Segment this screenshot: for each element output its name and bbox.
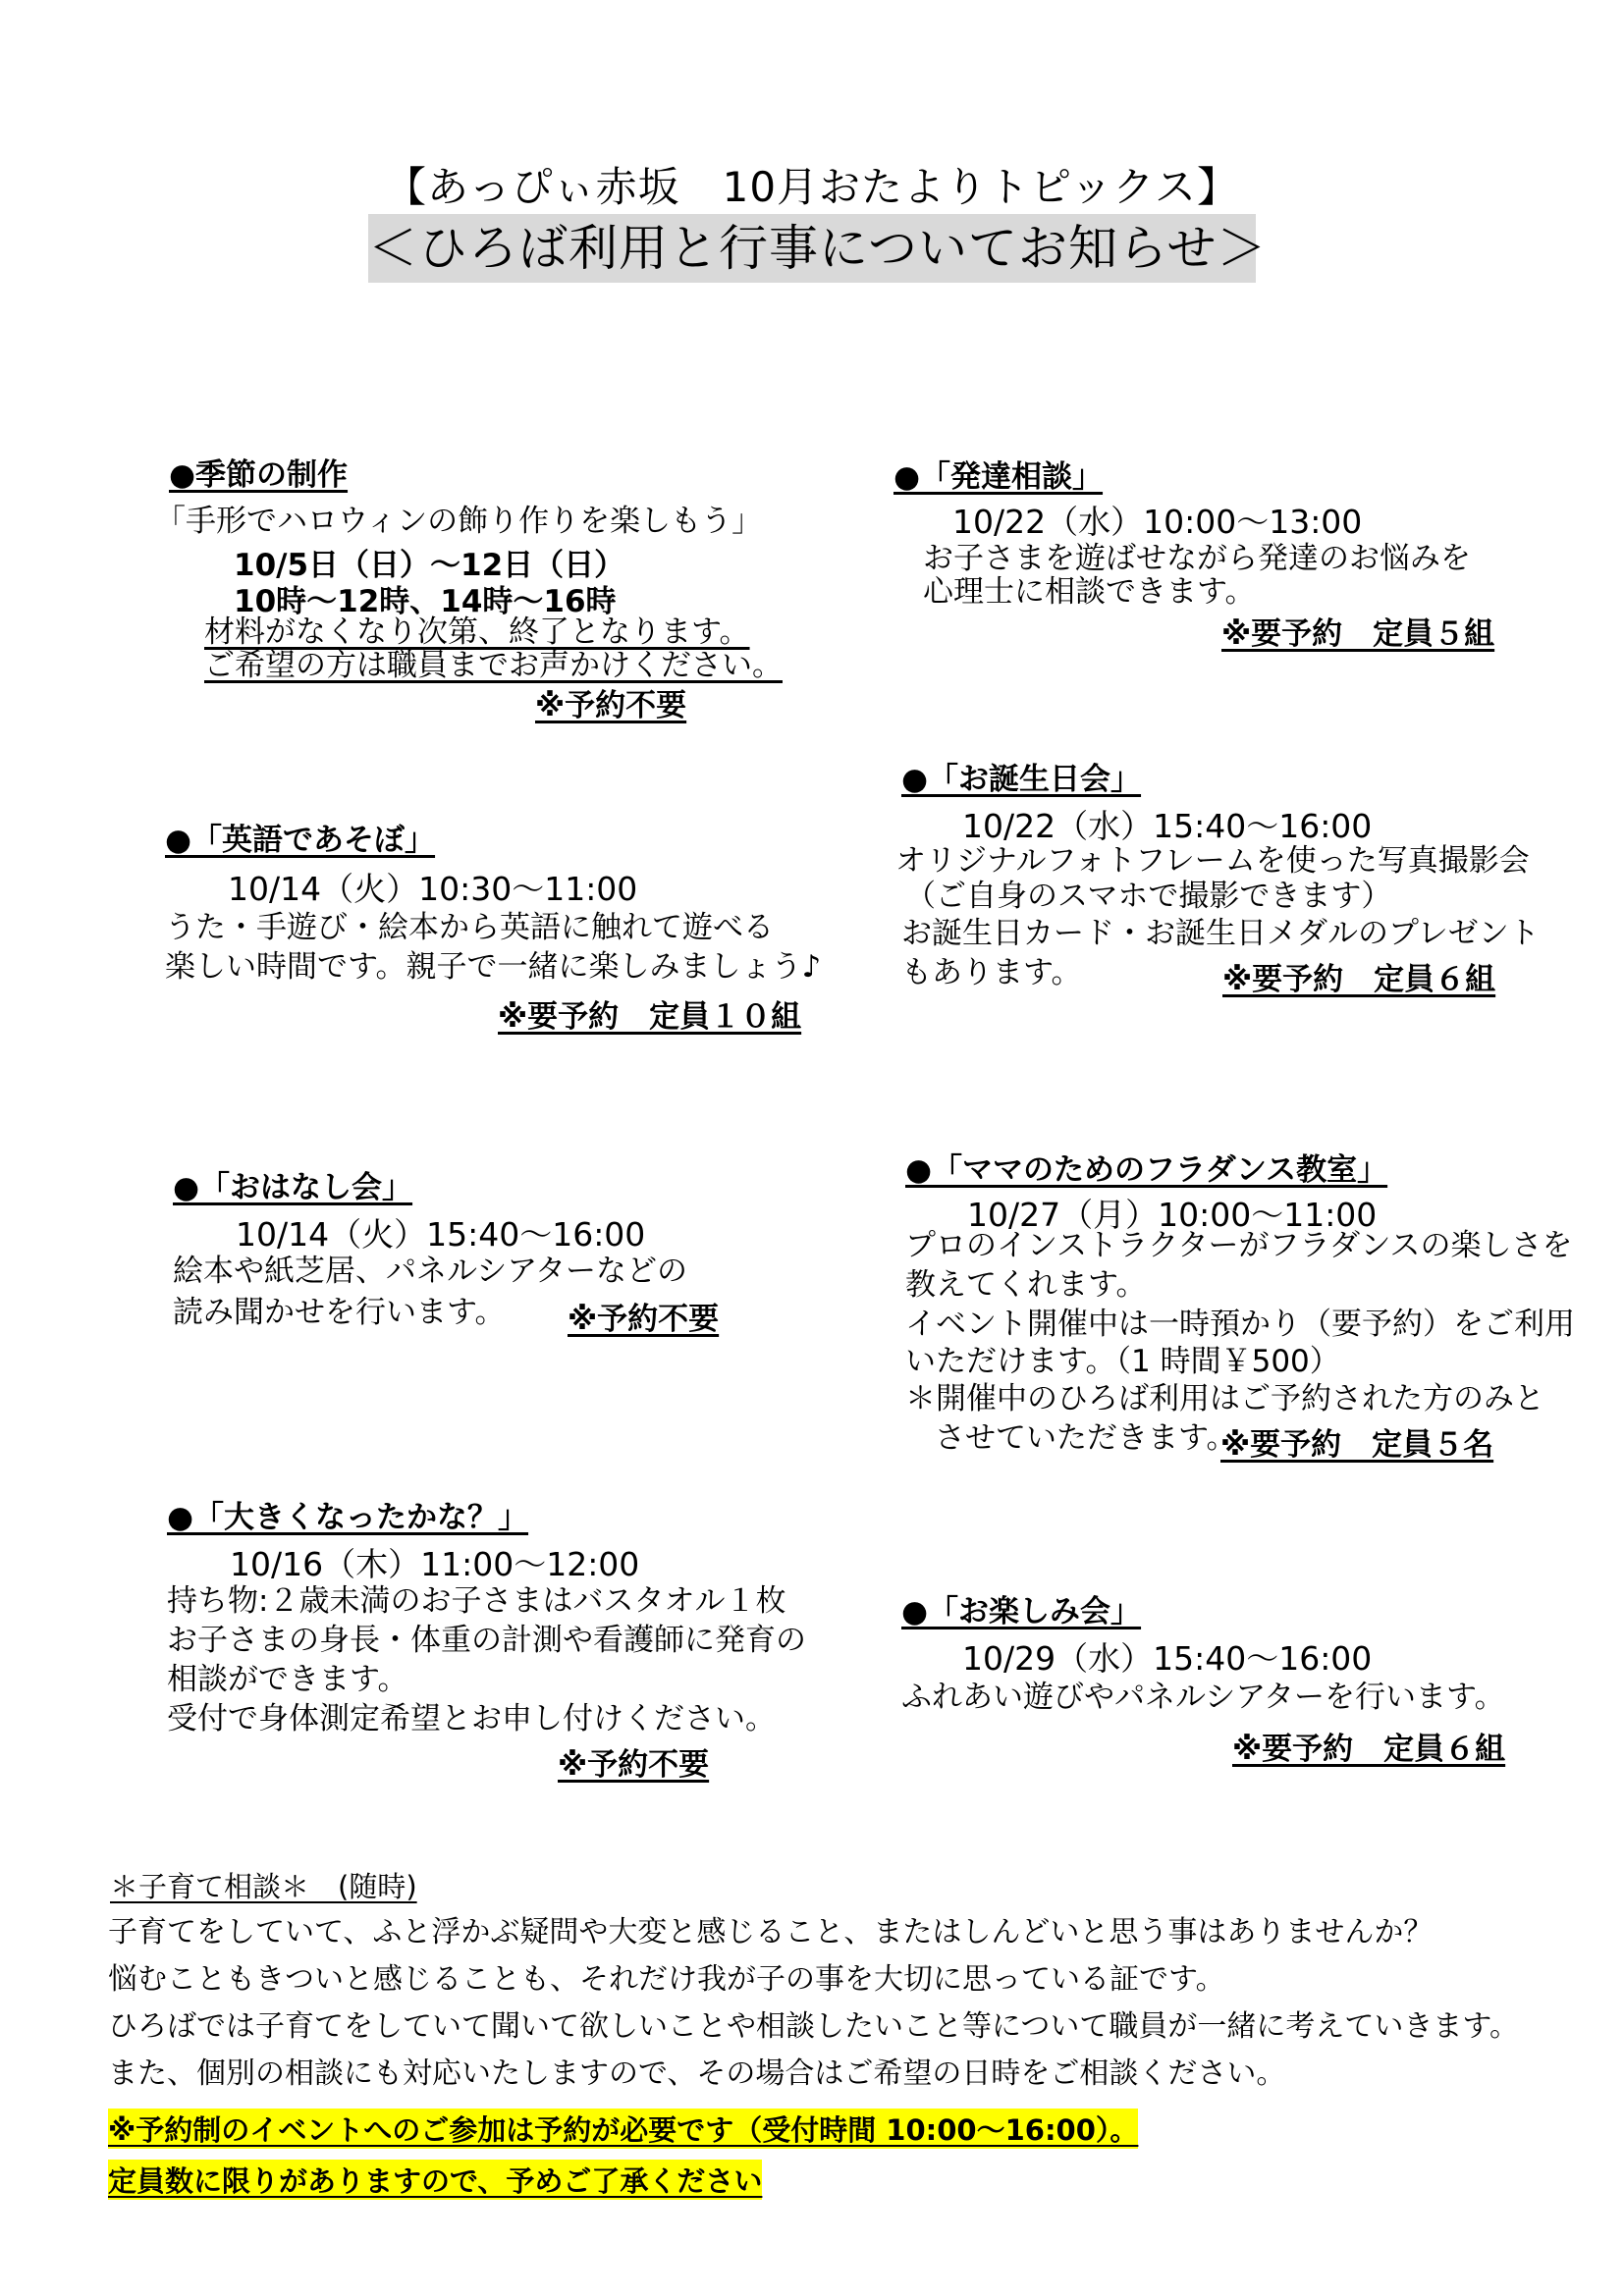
growth-reservation: ※予約不要 (558, 1747, 710, 1783)
consultation-line-1: 子育てをしていて、ふと浮かぶ疑問や大変と感じること、またはしんどいと思う事はありませんか？ (108, 1915, 1434, 1949)
storytime-desc-2: 読み聞かせを行います。 (173, 1295, 506, 1330)
development-datetime: 10/22（水）10:00～13:00 (952, 503, 1363, 541)
birthday-datetime: 10/22（水）15:40～16:00 (962, 807, 1373, 845)
birthday-desc-1: オリジナルフォトフレームを使った写真撮影会 (895, 843, 1530, 879)
development-desc-2: 心理士に相談できます。 (923, 574, 1256, 610)
seasonal-time: 10時～12時、14時～16時 (234, 584, 617, 619)
hula-desc-3: イベント開催中は一時預かり（要予約）をご利用 (905, 1307, 1575, 1342)
growth-heading: ●「大きくなったかな？」 (167, 1500, 529, 1535)
development-desc-1: お子さまを遊ばせながら発達のお悩みを (923, 541, 1471, 576)
english-heading: ●「英語であそぼ」 (165, 823, 436, 858)
storytime-desc-1: 絵本や紙芝居、パネルシアターなどの (173, 1254, 688, 1289)
storytime-heading: ●「おはなし会」 (173, 1170, 413, 1205)
newsletter-subtitle: ＜ひろば利用と行事についてお知らせ＞ (368, 214, 1256, 283)
fun-reservation: ※要予約 定員６組 (1232, 1732, 1506, 1767)
birthday-desc-2: （ご自身のスマホで撮影できます） (905, 879, 1392, 914)
hula-heading: ●「ママのためのフラダンス教室」 (905, 1152, 1388, 1188)
birthday-desc-3: お誕生日カード・お誕生日メダルのプレゼント (901, 916, 1540, 951)
growth-desc-3: 相談ができます。 (167, 1662, 408, 1697)
seasonal-note-1: 材料がなくなり次第、終了となります。 (204, 614, 750, 650)
consultation-line-4: また、個別の相談にも対応いたしますので、その場合はご希望の日時をご相談ください。 (108, 2056, 1286, 2091)
hula-desc-6: させていただきます。 (935, 1420, 1237, 1456)
storytime-datetime: 10/14（火）15:40～16:00 (236, 1215, 646, 1254)
seasonal-name: 「手形でハロウィンの飾り作りを楽しもう」 (155, 504, 763, 539)
newsletter-title: 【あっぴぃ赤坂 10月おたよりトピックス】 (385, 163, 1239, 211)
storytime-reservation: ※予約不要 (568, 1302, 720, 1337)
growth-desc-4: 受付で身体測定希望とお申し付けください。 (167, 1701, 776, 1736)
consultation-line-3: ひろばでは子育てをしていて聞いて欲しいことや相談したいこと等について職員が一緒に考えていきます。 (108, 2009, 1519, 2044)
seasonal-heading: ●季節の制作 (169, 457, 349, 493)
birthday-reservation: ※要予約 定員６組 (1222, 962, 1496, 997)
english-datetime: 10/14（火）10:30～11:00 (228, 870, 638, 908)
hula-desc-4: いただけます。（1 時間￥500） (905, 1344, 1340, 1379)
development-reservation: ※要予約 定員５組 (1221, 616, 1495, 652)
growth-desc-2: お子さまの身長・体重の計測や看護師に発育の (167, 1623, 806, 1658)
development-heading: ●「発達相談」 (893, 459, 1104, 495)
capacity-notice: 定員数に限りがありますので、予めご了承ください (108, 2160, 762, 2200)
hula-desc-2: 教えてくれます。 (905, 1267, 1147, 1303)
hula-desc-1: プロのインストラクターがフラダンスの楽しさを (905, 1228, 1573, 1263)
english-desc-1: うた・手遊び・絵本から英語に触れて遊べる (165, 910, 774, 945)
growth-desc-1: 持ち物:２歳未満のお子さまはバスタオル１枚 (167, 1583, 786, 1619)
fun-datetime: 10/29（水）15:40～16:00 (962, 1639, 1373, 1678)
reservation-notice: ※予約制のイベントへのご参加は予約が必要です（受付時間 10:00～16:00）。 (108, 2109, 1138, 2149)
hula-desc-5: ＊開催中のひろば利用はご予約された方のみと (905, 1381, 1544, 1416)
consultation-line-2: 悩むこともきついと感じることも、それだけ我が子の事を大切に思っている証です。 (108, 1962, 1225, 1997)
english-desc-2: 楽しい時間です。親子で一緒に楽しみましょう♪ (165, 949, 822, 985)
birthday-desc-4: もあります。 (901, 955, 1082, 990)
seasonal-note-2: ご希望の方は職員までお声かけください。 (204, 648, 783, 683)
consultation-heading: ＊子育て相談＊ (随時) (110, 1870, 417, 1903)
fun-desc-1: ふれあい遊びやパネルシアターを行います。 (901, 1680, 1505, 1715)
hula-datetime: 10/27（月）10:00～11:00 (967, 1196, 1378, 1234)
seasonal-date: 10/5日（日）～12日（日） (234, 548, 625, 583)
growth-datetime: 10/16（木）11:00～12:00 (230, 1545, 640, 1583)
hula-reservation: ※要予約 定員５名 (1220, 1427, 1494, 1463)
english-reservation: ※要予約 定員１０組 (498, 999, 802, 1035)
fun-heading: ●「お楽しみ会」 (901, 1594, 1142, 1629)
seasonal-reservation: ※予約不要 (535, 688, 687, 723)
birthday-heading: ●「お誕生日会」 (901, 762, 1142, 797)
